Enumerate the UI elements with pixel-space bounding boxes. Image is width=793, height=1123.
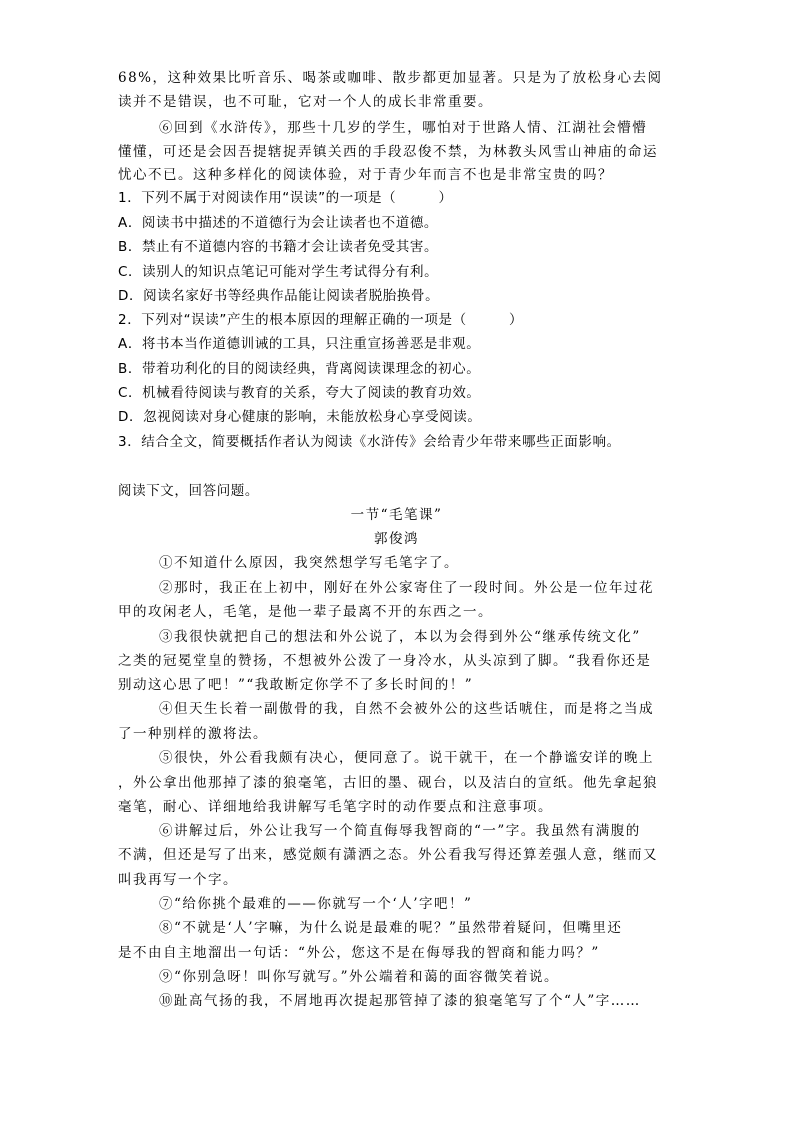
text-line: ②那时，我正在上初中，刚好在外公家寄住了一段时间。外公是一位年过花 — [159, 580, 654, 596]
answer-option: B．禁止有不道德内容的书籍才会让读者免受其害。 — [118, 239, 439, 255]
text-line: ③我很快就把自己的想法和外公说了，本以为会得到外公“继承传统文化” — [159, 629, 641, 645]
text-line: ⑦“给你挑个最难的——你就写一个‘人’字吧！” — [159, 896, 473, 912]
answer-option: A．阅读书中描述的不道德行为会让读者也不道德。 — [118, 215, 439, 231]
text-line: 别动这心思了吧！”“我敢断定你学不了多长时间的！” — [118, 677, 474, 693]
text-line: 是不由自主地溜出一句话：“外公，您这不是在侮辱我的智商和能力吗？” — [118, 945, 600, 961]
text-line: ⑩趾高气扬的我，不屑地再次提起那管掉了漆的狼毫笔写了个“人”字…… — [159, 993, 641, 1009]
text-line: ，外公拿出他那掉了漆的狼毫笔，古旧的墨、砚台，以及洁白的宣纸。他先拿起狼 — [118, 775, 658, 791]
text-line: ⑥讲解过后，外公让我写一个简直侮辱我智商的“一”字。我虽然有满腹的 — [159, 823, 641, 839]
question-stem: 1．下列不属于对阅读作用“误读”的一项是（ ） — [118, 190, 453, 206]
text-line: 68%，这种效果比听音乐、喝茶或咖啡、散步都更加显著。只是为了放松身心去阅 — [118, 70, 663, 86]
text-line: ⑤很快，外公看我颇有决心，便同意了。说干就干，在一个静谧安详的晚上 — [159, 750, 654, 766]
text-line: 读并不是错误，也不可耻，它对一个人的成长非常重要。 — [118, 94, 493, 110]
answer-option: B．带着功利化的目的阅读经典，背离阅读课理念的初心。 — [118, 361, 481, 377]
text-line: ①不知道什么原因，我突然想学写毛笔字了。 — [159, 555, 459, 571]
text-line: 忧心不已。这种多样化的阅读体验，对于青少年而言不也是非常宝贵的吗？ — [118, 167, 613, 183]
text-line: 不满，但还是写了出来，感觉颇有潇洒之态。外公看我写得还算差强人意，继而又 — [118, 847, 658, 863]
text-line: 甲的攻闲老人，毛笔，是他一辈子最离不开的东西之一。 — [118, 604, 493, 620]
text-line: ⑧“不就是‘人’字嘛，为什么说是最难的呢？”虽然带着疑问，但嘴里还 — [159, 920, 623, 936]
text-line: 叫我再写一个字。 — [118, 872, 238, 888]
question-stem: 2．下列对“误读”产生的根本原因的理解正确的一项是（ ） — [118, 312, 524, 328]
text-line: 毫笔，耐心、详细地给我讲解写毛笔字时的动作要点和注意事项。 — [118, 799, 553, 815]
section-instruction: 阅读下文，回答问题。 — [118, 483, 259, 499]
article-title: 一节“毛笔课” — [350, 507, 443, 523]
answer-option: C．读别人的知识点笔记可能对学生考试得分有利。 — [118, 264, 439, 280]
text-line: 了一种别样的激将法。 — [118, 726, 268, 742]
answer-option: A．将书本当作道德训诫的工具，只注重宣扬善恶是非观。 — [118, 336, 481, 352]
text-line: ④但天生长着一副傲骨的我，自然不会被外公的这些话唬住，而是将之当成 — [159, 701, 654, 717]
text-line: 之类的冠冕堂皇的赞扬，不想被外公泼了一身冷水，从头凉到了脚。“我看你还是 — [118, 653, 652, 669]
answer-option: C．机械看待阅读与教育的关系，夸大了阅读的教育功效。 — [118, 385, 481, 401]
article-author: 郭俊鸿 — [374, 531, 419, 547]
text-line: ⑨“你别急呀！叫你写就写。”外公端着和蔼的面容微笑着说。 — [159, 969, 560, 985]
text-line: ⑥回到《水浒传》，那些十几岁的学生，哪怕对于世路人情、江湖社会懵懵 — [159, 120, 648, 136]
answer-option: D．忽视阅读对身心健康的影响，未能放松身心享受阅读。 — [118, 409, 482, 425]
text-line: 懂懂，可还是会因吾提辖捉弄镇关西的手段忍俊不禁，为林教头风雪山神庙的命运 — [118, 144, 658, 160]
answer-option: D．阅读名家好书等经典作品能让阅读者脱胎换骨。 — [118, 288, 440, 304]
question-stem: 3．结合全文，简要概括作者认为阅读《水浒传》会给青少年带来哪些正面影响。 — [118, 434, 621, 450]
